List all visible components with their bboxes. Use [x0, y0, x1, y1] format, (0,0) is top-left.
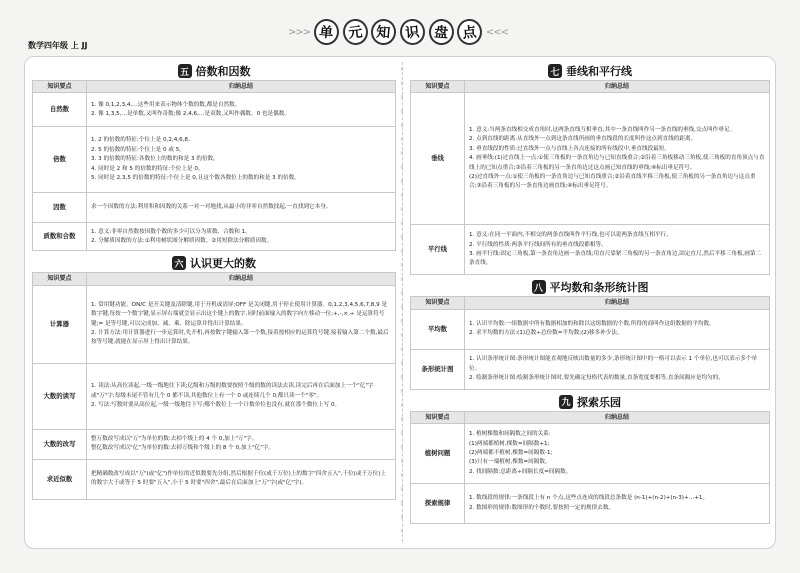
table-header-row	[33, 81, 396, 93]
summary-line: 3. 3 的倍数的特征:各数位上的数的和是 3 的倍数。	[91, 156, 219, 163]
summary-line: 1. 意义:当两条直线相交成直角时,这两条直线互相垂直,其中一条直线叫作另一条直线的垂线,交点叫作垂足。	[469, 126, 736, 133]
row-summary	[87, 193, 396, 223]
summary-line: 1. 认识条形统计图:条形统计图能直观地反映出数量的多少,条形统计图中的一格可以表示 1 个单位,也可以表示多个单位。	[469, 356, 758, 372]
section-title-large-numbers	[32, 254, 396, 272]
summary-line: 1. 2 的倍数的特征:个位上是 0,2,4,6,8。	[91, 137, 194, 144]
summary-line: 2. 点到直线的距离:从直线外一点到这条直线所画的垂直线段的长度叫作这点到直线的距离。	[469, 136, 697, 143]
summary-line: 整亿数改写成以"亿"为单位的数:去掉万级和个级上的 8 个 0,加上"亿"字。	[91, 445, 275, 452]
table-row	[33, 363, 396, 429]
table-factors	[32, 80, 396, 251]
row-summary	[465, 309, 770, 349]
row-key: 平行线	[411, 225, 465, 275]
header-key: 知识要点	[33, 273, 87, 285]
table-row	[33, 193, 396, 223]
summary-line: (2)两端都不植树,棵数=间隔数-1;	[469, 450, 553, 457]
table-row	[411, 93, 770, 225]
header-summary: 归纳总结	[465, 81, 770, 93]
header-summary: 归纳总结	[87, 81, 396, 93]
header-key: 知识要点	[411, 411, 465, 423]
row-key: 平均数	[411, 309, 465, 349]
summary-line: 2. 找间隔数:总距离÷间隔长度=间隔数。	[469, 468, 572, 475]
table-header-row	[33, 273, 396, 285]
row-key: 大数的改写	[33, 429, 87, 459]
table-header-row	[411, 81, 770, 93]
table-row	[33, 93, 396, 127]
header-summary: 归纳总结	[465, 411, 770, 423]
header-key: 知识要点	[411, 297, 465, 309]
section-title-text: 平均数和条形统计图	[549, 281, 649, 295]
row-summary	[465, 225, 770, 275]
summary-line: 5. 同时是 2,3,5 的倍数的特征:个位上是 0,且这个数各数位上的数的和是 3 的倍数。	[91, 175, 300, 182]
row-summary	[465, 484, 770, 524]
section-title-explore	[410, 393, 770, 411]
section-title-average	[410, 278, 770, 296]
header-key: 知识要点	[33, 81, 87, 93]
section-title-factors	[32, 62, 396, 80]
summary-line: 3. 垂直线段的性质:过直线外一点与直线上各点连接的所有线段中,垂直线段最短。	[469, 145, 670, 152]
row-summary	[465, 424, 770, 484]
summary-line: (2)过直线外一点:①使三角板的一条直角边与已知直线重合;②沿着直线平移三角板,使三角板的另一条直角边与这点重合;③沿着三角板的另一条直角边画直线;④标出垂足符号。	[469, 174, 756, 190]
table-row	[33, 429, 396, 459]
summary-line: 1. 植树棵数和间隔数之间的关系:	[469, 431, 551, 438]
summary-line: (1)两端都植树,棵数=间隔数+1;	[469, 440, 550, 447]
banner-char: 识	[399, 18, 426, 46]
header-summary: 归纳总结	[87, 273, 396, 285]
summary-line: 1. 读法:从高位读起,一级一级地往下读;亿级和万级的数要按照个级的数的读法去读,读完后再在后面加上一个"亿"字或"万"字;每级末尾不管有几个 0 都不读,其他数位上有一个 0 或连续几个 0,都只读一个"零"。	[91, 383, 374, 399]
summary-line: 3. 画平行线:固定三角板,第一条直角边画一条直线;用直尺靠紧三角板的另一条直角边,固定直尺,然后平移三角板,画第二条直线。	[469, 250, 762, 267]
row-key: 探索规律	[411, 484, 465, 524]
row-key: 求近似数	[33, 459, 87, 499]
summary-line: 2. 绘制条形统计图:绘制条形统计图时,要先确定每格代表的数量,直条宽度要相等,直条间隔应是均匀的。	[469, 375, 724, 382]
table-header-row	[411, 411, 770, 423]
table-row	[33, 285, 396, 363]
row-summary	[87, 93, 396, 127]
row-key: 计算器	[33, 285, 87, 363]
table-row	[411, 484, 770, 524]
table-explore	[410, 411, 770, 524]
row-key: 植树问题	[411, 424, 465, 484]
section-title-text: 探索乐园	[577, 395, 621, 409]
summary-line: 1. 意义:在同一平面内,不相交的两条直线叫作平行线,也可以说两条直线互相平行。	[469, 232, 672, 239]
summary-line: 2. 计算方法:用计算器进行一步运算时,先开机,再按数字键输入第一个数,接着按相应的运算符号键,接着输入第二个数,最后按等号键,就能在显示屏上得出计算结果。	[91, 330, 389, 346]
summary-line: 1. 像 0,1,2,3,4,…这些用来表示物体个数的数,都是自然数。	[91, 101, 241, 108]
row-key: 因数	[33, 193, 87, 223]
section-badge: 七	[548, 64, 562, 78]
left-column	[32, 62, 396, 500]
grade-label: 数学四年级 上 JJ	[28, 41, 88, 50]
section-badge: 八	[532, 280, 546, 294]
row-summary	[87, 127, 396, 193]
summary-line: 2. 求平均数的方法:(1)总数÷总份数=平均数;(2)移多补少法。	[469, 330, 623, 337]
row-key: 大数的读写	[33, 363, 87, 429]
summary-line: 2. 写法:写数时要从高位起,一级一级地往下写;哪个数位上一个计数单位也没有,就在那个数位上写 0。	[91, 402, 341, 409]
row-summary	[87, 459, 396, 499]
table-row	[411, 309, 770, 349]
row-summary	[465, 93, 770, 225]
table-large-numbers	[32, 272, 396, 499]
table-row	[33, 459, 396, 499]
row-summary	[87, 363, 396, 429]
row-key: 质数和合数	[33, 223, 87, 251]
row-key: 自然数	[33, 93, 87, 127]
section-title-text: 认识更大的数	[190, 257, 256, 271]
header-key: 知识要点	[411, 81, 465, 93]
header-summary: 归纳总结	[465, 297, 770, 309]
summary-line: 4. 同时是 2 和 5 的倍数的特征:个位上是 0。	[91, 165, 204, 172]
unit-review-banner	[288, 14, 508, 50]
banner-deco-left: >>>	[287, 26, 311, 38]
row-summary	[87, 223, 396, 251]
banner-char: 知	[370, 18, 397, 46]
summary-line: 4. 画垂线:(1)过直线上一点:①使三角板的一条直角边与已知直线重合;②沿着三角板移动三角板,使三角板的直角顶点与直线上的已知点重合;③沿着三角板的另一条直角边过这点画已知直线的垂线;④标出垂足符号。	[469, 155, 765, 171]
summary-line: 1. 数线段的规律:一条线段上有 n 个点,这些点连成的线段总条数是 (n-1)+(n-2)+(n-3)+…+1。	[469, 495, 709, 502]
banner-char: 单	[313, 18, 340, 46]
row-key: 条形统计图	[411, 349, 465, 389]
summary-line: 1. 常用键功能。ON/C 是开关键及清除键,用于开机或清屏;OFF 是关闭键,用于停止使用计算器。0,1,2,3,4,5,6,7,8,9 是数字键,每按一个数字键,显示屏右端就会显示出这个键上的数字,同时前面输入的数字向左移动一位;+,-,×,÷ 是运算符号键;= 是等号键,可以完成加、减、乘、除运算并得出计算结果。	[91, 301, 388, 327]
section-title-text: 垂线和平行线	[566, 65, 632, 78]
table-row	[411, 225, 770, 275]
summary-line: 把精确数改写成以"万"(或"亿")作单位的近似数要先分组,然后根据千位(或千万位)上的数字"四舍五入",千位(或千万位)上的数字大于或等于 5 时要"五入",小于 5 时要"四舍",最后在后面加上"万"字(或"亿"字)。	[91, 470, 386, 487]
summary-line: 1. 意义:非零自然数按因数个数的多少可以分为质数、合数和 1。	[91, 228, 251, 235]
row-summary	[87, 429, 396, 459]
table-perpendicular	[410, 80, 770, 275]
right-column	[410, 62, 770, 524]
banner-char: 点	[456, 18, 483, 46]
table-header-row	[411, 297, 770, 309]
summary-line: 求一个因数的方法:利用积和因数的关系一对一对地找,从最小的非零自然数找起,一直找到它本身。	[91, 204, 332, 211]
summary-line: 2. 数图形的规律:数图形的个数时,要按照一定的规律去数。	[469, 504, 615, 511]
column-divider	[402, 62, 403, 542]
summary-line: 1. 认识平均数:一组数据中所有数据相加的和除以这组数据的个数,所得的商叫作这组数据的平均数。	[469, 320, 715, 327]
summary-line: 整万数改写成以"万"为单位的数:去掉个级上的 4 个 0,加上"万"字。	[91, 435, 258, 442]
section-badge: 六	[172, 256, 186, 270]
table-average	[410, 296, 770, 389]
page-header	[0, 0, 800, 60]
row-summary	[87, 285, 396, 363]
summary-line: 2. 平行线的性质:两条平行线间所有的垂直线段都相等。	[469, 241, 607, 248]
section-title-perpendicular	[410, 62, 770, 80]
section-badge: 五	[178, 64, 192, 78]
table-row	[411, 349, 770, 389]
banner-deco-right: <<<	[485, 26, 509, 38]
summary-line: (3)只有一端植树,棵数=间隔数。	[469, 459, 551, 466]
banner-char: 元	[341, 18, 368, 46]
table-row	[33, 223, 396, 251]
row-key: 垂线	[411, 93, 465, 225]
banner-char: 盘	[428, 18, 455, 46]
table-row	[33, 127, 396, 193]
summary-line: 2. 像 1,3,5,…是单数,又叫作奇数;像 2,4,6,…是双数,又叫作偶数。0 也是偶数。	[91, 110, 290, 117]
summary-line: 2. 分解质因数的方法:①利用树状图分解质因数。②用短除法分解质因数。	[91, 237, 273, 244]
row-summary	[465, 349, 770, 389]
section-badge: 九	[559, 395, 573, 409]
summary-line: 2. 5 的倍数的特征:个位上是 0 或 5。	[91, 146, 185, 153]
row-key: 倍数	[33, 127, 87, 193]
table-row	[411, 424, 770, 484]
section-title-text: 倍数和因数	[195, 65, 251, 78]
